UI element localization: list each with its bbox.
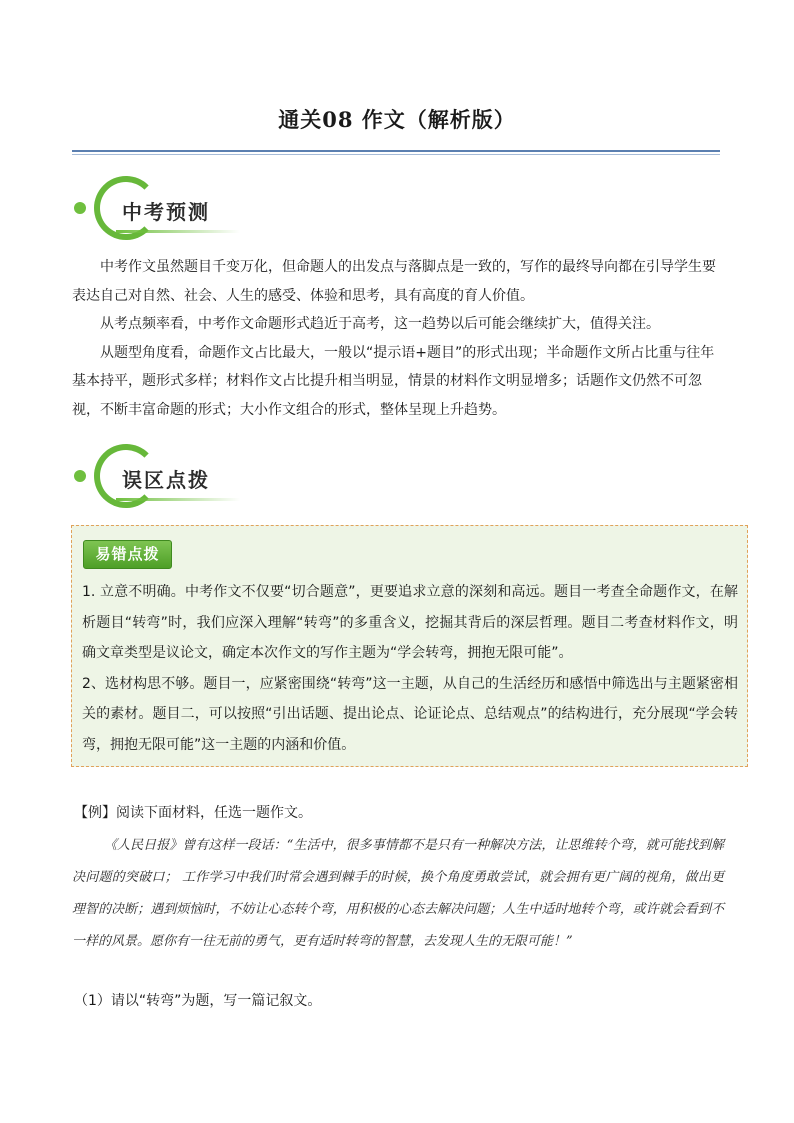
tip-box (71, 525, 748, 767)
task-1: （1）请以“转弯”为题，写一篇记叙文。 (74, 993, 322, 1009)
section-heading-label: 中考预测 (122, 200, 210, 224)
paragraph: 从考点频率看，中考作文命题形式趋近于高考，这一趋势以后可能会继续扩大，值得关注。 (100, 316, 660, 332)
tip-item: 1. 立意不明确。中考作文不仅要“切合题意”，更要追求立意的深刻和高远。题目一考查全命题作文，在解析题目“转弯”时，我们应深入理解“转弯”的多重含义，挖掘其背后的深层哲理。题目二考查材料作文，明确文章类型是议论文，确定本次作文的写作主题为“学会转弯，拥抱无限可能”。 (82, 584, 738, 661)
tip-badge: 易错点拨 (83, 540, 172, 569)
bullet-dot-icon (74, 470, 86, 482)
title-divider-thin (72, 154, 720, 155)
paragraph: 从题型角度看，命题作文占比最大，一般以“提示语+题目”的形式出现；半命题作文所占比重与往年基本持平，题形式多样；材料作文占比提升相当明显，情景的材料作文明显增多；话题作文仍然不可忽视，不断丰富命题的形式；大小作文组合的形式，整体呈现上升趋势。 (72, 344, 715, 418)
section-heading-label: 误区点拨 (122, 468, 210, 492)
heading-underline (116, 498, 240, 501)
section-heading-forecast (74, 173, 254, 243)
section-heading-pitfalls (74, 441, 254, 511)
example-intro: 【例】阅读下面材料，任选一题作文。 (74, 805, 312, 821)
example-quote (72, 830, 724, 958)
heading-underline (116, 230, 240, 233)
quote-text: 《人民日报》曾有这样一段话：“生活中，很多事情都不是只有一种解决方法，让思维转个弯，就可能找到解决问题的突破口； 工作学习中我们时常会遇到棘手的时候，换个角度勇敢尝试，就会拥有更广阔的视角，做出更理智的决断；遇到烦恼时，不妨让心态转个弯，用积极的心态去解决问题；人生中适时地转个弯，或许就会看到不一样的风景。愿你有一往无前的勇气，更有适时转弯的智慧，去发现人生的无限可能！” (72, 838, 724, 949)
bullet-dot-icon (74, 202, 86, 214)
page-title: 通关08 作文（解析版） (278, 107, 516, 132)
tip-item: 2、选材构思不够。题目一，应紧密围绕“转弯”这一主题，从自己的生活经历和感悟中筛选出与主题紧密相关的素材。题目二，可以按照“引出话题、提出论点、论证论点、总结观点”的结构进行，充分展现“学会转弯，拥抱无限可能”这一主题的内涵和价值。 (82, 675, 738, 753)
tip-content (82, 577, 738, 760)
title-divider (72, 150, 720, 152)
forecast-body (72, 253, 724, 424)
paragraph: 中考作文虽然题目千变万化，但命题人的出发点与落脚点是一致的，写作的最终导向都在引导学生要表达自己对自然、社会、人生的感受、体验和思考，具有高度的育人价值。 (72, 259, 716, 304)
